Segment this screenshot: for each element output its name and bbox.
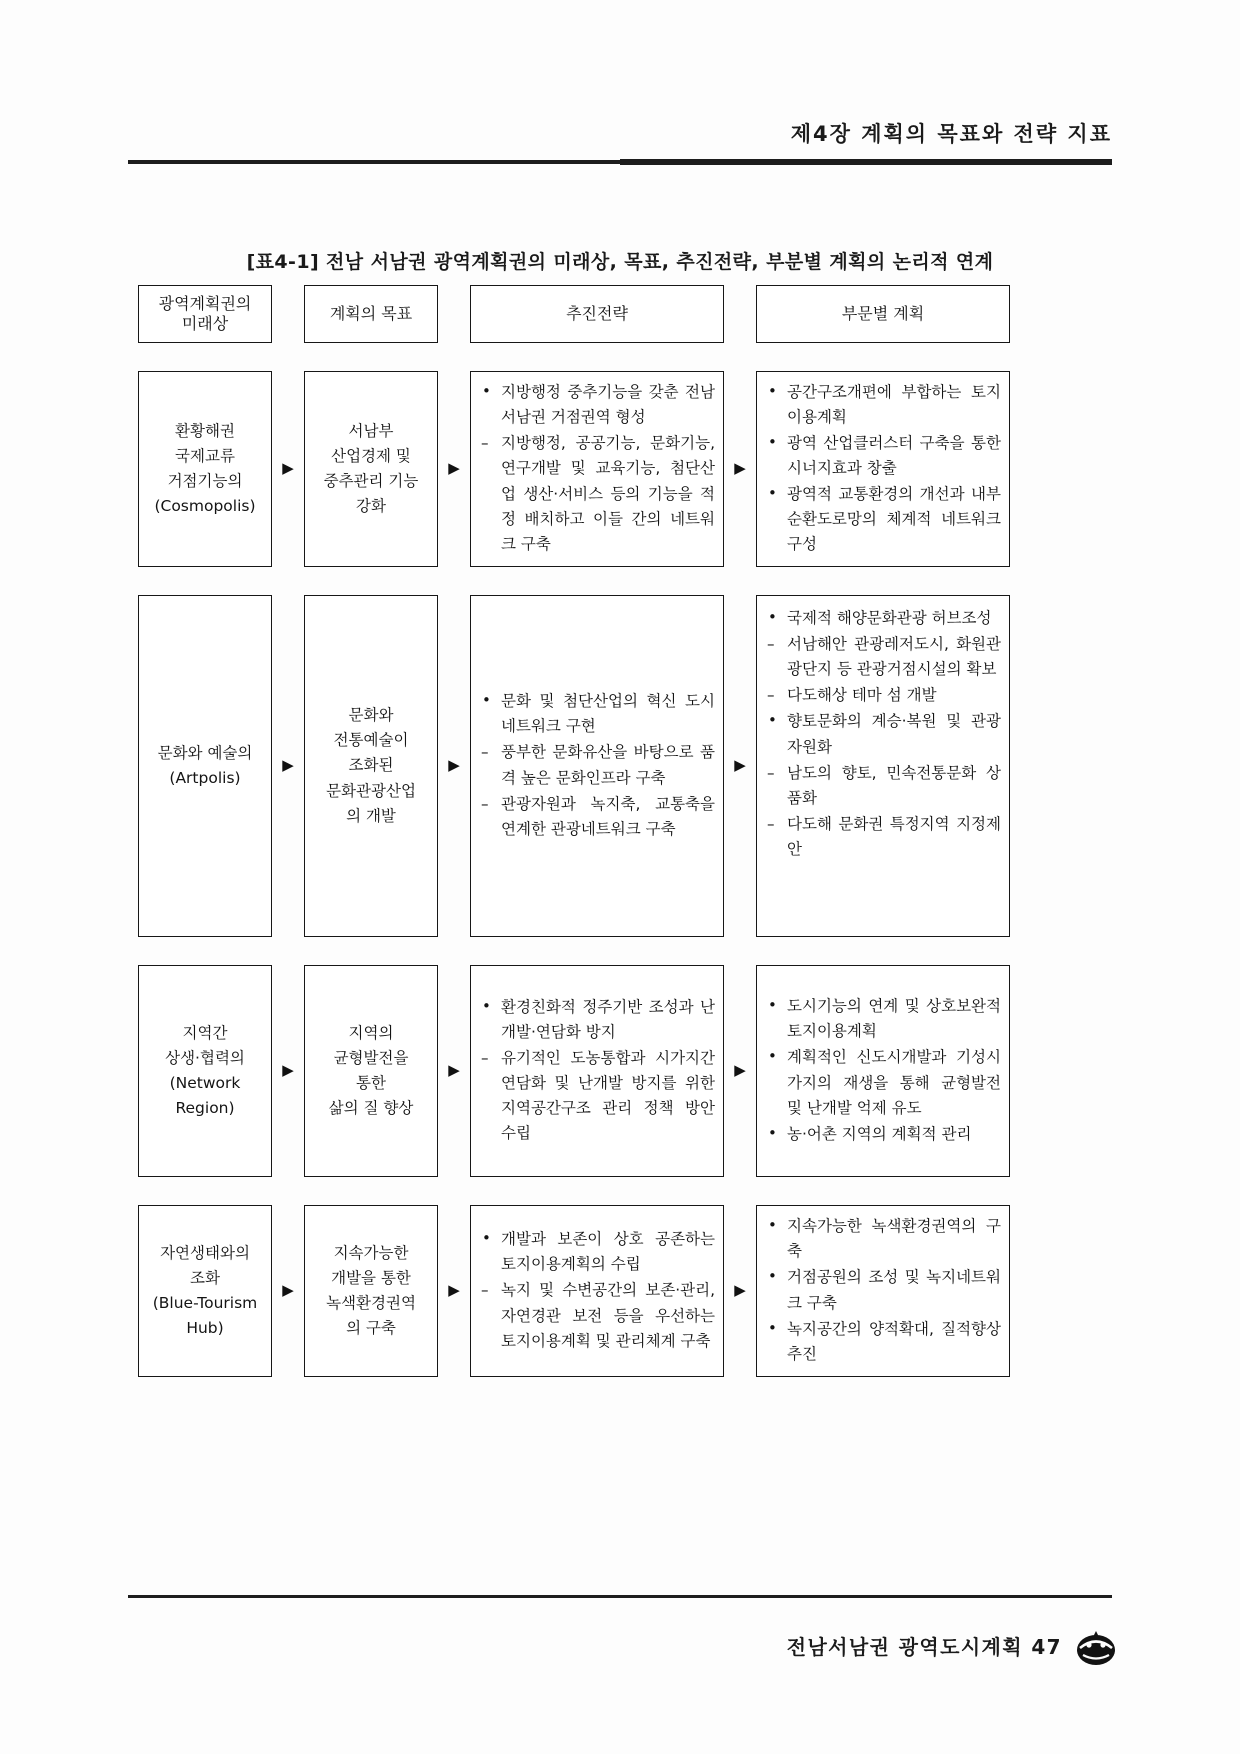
goal-line: 의 개발 (346, 806, 396, 825)
goal-cell (304, 371, 438, 567)
list-item: • 지방행정 중추기능을 갖춘 전남서남권 거점권역 형성 (479, 380, 715, 430)
plan-cell (756, 371, 1010, 567)
arrow-icon: ▶ (448, 458, 460, 477)
list-item: • 거점공원의 조성 및 녹지네트워크 구축 (765, 1265, 1001, 1315)
goal-cell (304, 1205, 438, 1377)
goal-line: 문화관광산업 (326, 781, 416, 800)
goal-line: 삶의 질 향상 (328, 1099, 414, 1118)
list-item: • 환경친화적 정주기반 조성과 난개발·연담화 방지 (479, 995, 715, 1045)
goal-line: 문화와 (348, 706, 394, 725)
footer-text: 전남서남권 광역도시계획 47 (786, 1635, 1062, 1659)
goal-line: 조화된 (348, 756, 394, 775)
vision-cell (138, 1205, 272, 1377)
list-item: – 관광자원과 녹지축, 교통축을 연계한 관광네트워크 구축 (479, 792, 715, 842)
strategy-cell (470, 965, 724, 1177)
strategy-list (479, 1227, 715, 1355)
list-item: – 다도해상 테마 섬 개발 (765, 683, 1001, 708)
header-gap-3 (724, 285, 756, 343)
header-gap-1 (272, 285, 304, 343)
running-head: 제4장 계획의 목표와 전략 지표 (790, 122, 1112, 146)
list-item: • 계획적인 신도시개발과 기성시가지의 재생을 통해 균형발전 및 난개발 억제 유도 (765, 1045, 1001, 1120)
goal-line: 통한 (356, 1074, 386, 1092)
vision-line: 거점기능의 (167, 472, 243, 490)
vision-line: (Cosmopolis) (154, 497, 256, 516)
header-rule (128, 160, 1112, 164)
arrow-icon: ▶ (734, 755, 746, 774)
goal-line: 전통예술이 (333, 731, 409, 750)
column-header-goal: 계획의 목표 (304, 285, 438, 343)
vision-line: 환황해권 (175, 421, 235, 440)
list-item: – 서남해안 관광레저도시, 화원관광단지 등 관광거점시설의 확보 (765, 632, 1001, 682)
list-item: – 지방행정, 공공기능, 문화기능, 연구개발 및 교육기능, 첨단산업 생산·서비스 등의 기능을 적정 배치하고 이들 간의 네트워크 구축 (479, 431, 715, 557)
logic-linkage-diagram (138, 285, 1004, 1377)
column-header-row (138, 285, 1004, 343)
arrow-icon: ▶ (282, 755, 294, 774)
list-item: • 국제적 해양문화관광 허브조성 (765, 606, 1001, 631)
diagram-row (138, 371, 1004, 567)
arrow-icon: ▶ (448, 1060, 460, 1079)
strategy-list (479, 995, 715, 1148)
column-header-strategy: 추진전략 (470, 285, 724, 343)
vision-line: Hub) (186, 1319, 224, 1338)
plan-list (765, 380, 1001, 559)
list-item: • 광역 산업클러스터 구축을 통한 시너지효과 창출 (765, 431, 1001, 481)
vision-line: (Artpolis) (169, 769, 241, 787)
arrow-icon: ▶ (282, 458, 294, 477)
table-caption: [표4-1] 전남 서남권 광역계획권의 미래상, 목표, 추진전략, 부분별 계획의 논리적 연계 (246, 251, 994, 273)
plan-cell (756, 965, 1010, 1177)
diagram-row (138, 1205, 1004, 1377)
list-item: – 남도의 향토, 민속전통문화 상품화 (765, 761, 1001, 811)
goal-line: 강화 (356, 497, 386, 516)
list-item: – 유기적인 도농통합과 시가지간 연담화 및 난개발 방지를 위한 지역공간구조 관리 정책 방안 수립 (479, 1046, 715, 1146)
plan-cell (756, 595, 1010, 937)
list-item: • 공간구조개편에 부합하는 토지이용계획 (765, 380, 1001, 430)
vision-line: 지역간 (182, 1023, 228, 1042)
strategy-cell (470, 371, 724, 567)
vision-line: (Network (169, 1074, 241, 1092)
goal-line: 균형발전을 (333, 1048, 409, 1067)
footer-rule (128, 1595, 1112, 1598)
header-gap-2 (438, 285, 470, 343)
diagram-row (138, 965, 1004, 1177)
vision-line: 상생·협력의 (165, 1048, 245, 1067)
vision-line: 국제교류 (175, 446, 235, 465)
goal-cell (304, 965, 438, 1177)
list-item: – 풍부한 문화유산을 바탕으로 품격 높은 문화인프라 구축 (479, 740, 715, 790)
arrow-icon: ▶ (734, 458, 746, 477)
column-header-vision-line2: 미래상 (181, 314, 229, 333)
goal-line: 중추관리 기능 (323, 472, 419, 490)
goal-line: 의 구축 (346, 1319, 396, 1338)
list-item: • 문화 및 첨단산업의 혁신 도시네트워크 구현 (479, 689, 715, 739)
arrow-icon: ▶ (448, 1280, 460, 1299)
goal-line: 산업경제 및 (331, 446, 411, 465)
list-item: • 농·어촌 지역의 계획적 관리 (765, 1122, 1001, 1147)
vision-line: 문화와 예술의 (157, 743, 253, 762)
vision-line: 조화 (190, 1268, 220, 1287)
goal-line: 지역의 (348, 1023, 394, 1042)
strategy-list (479, 380, 715, 558)
list-item: • 향토문화의 계승·복원 및 관광자원화 (765, 709, 1001, 759)
arrow-icon: ▶ (734, 1280, 746, 1299)
column-header-vision-line1: 광역계획권의 (158, 294, 252, 313)
goal-line: 서남부 (348, 421, 394, 440)
column-header-vision (138, 285, 272, 343)
arrow-icon: ▶ (734, 1060, 746, 1079)
strategy-cell (470, 1205, 724, 1377)
list-item: • 개발과 보존이 상호 공존하는 토지이용계획의 수립 (479, 1227, 715, 1277)
publisher-logo-icon (1074, 1628, 1118, 1668)
goal-line: 녹색환경권역 (326, 1294, 416, 1312)
vision-cell (138, 371, 272, 567)
vision-line: 자연생태와의 (160, 1243, 250, 1262)
list-item: • 녹지공간의 양적확대, 질적향상 추진 (765, 1317, 1001, 1367)
list-item: • 도시기능의 연계 및 상호보완적 토지이용계획 (765, 994, 1001, 1044)
vision-line: Region) (175, 1099, 235, 1118)
list-item: – 녹지 및 수변공간의 보존·관리, 자연경관 보전 등을 우선하는 토지이용계획 및 관리체계 구축 (479, 1278, 715, 1353)
goal-cell (304, 595, 438, 937)
vision-line: (Blue-Tourism (152, 1294, 258, 1312)
column-header-plan: 부문별 계획 (756, 285, 1010, 343)
plan-list (765, 994, 1001, 1148)
goal-line: 개발을 통한 (331, 1268, 411, 1287)
vision-cell (138, 595, 272, 937)
plan-list (765, 606, 1001, 862)
strategy-list (479, 689, 715, 843)
arrow-icon: ▶ (282, 1280, 294, 1299)
goal-line: 지속가능한 (333, 1243, 409, 1262)
arrow-icon: ▶ (282, 1060, 294, 1079)
arrow-icon: ▶ (448, 755, 460, 774)
diagram-row (138, 595, 1004, 937)
plan-cell (756, 1205, 1010, 1377)
list-item: • 지속가능한 녹색환경권역의 구축 (765, 1214, 1001, 1264)
strategy-cell (470, 595, 724, 937)
list-item: • 광역적 교통환경의 개선과 내부순환도로망의 체계적 네트워크 구성 (765, 482, 1001, 557)
plan-list (765, 1214, 1001, 1368)
vision-cell (138, 965, 272, 1177)
list-item: – 다도해 문화권 특정지역 지정제안 (765, 812, 1001, 862)
